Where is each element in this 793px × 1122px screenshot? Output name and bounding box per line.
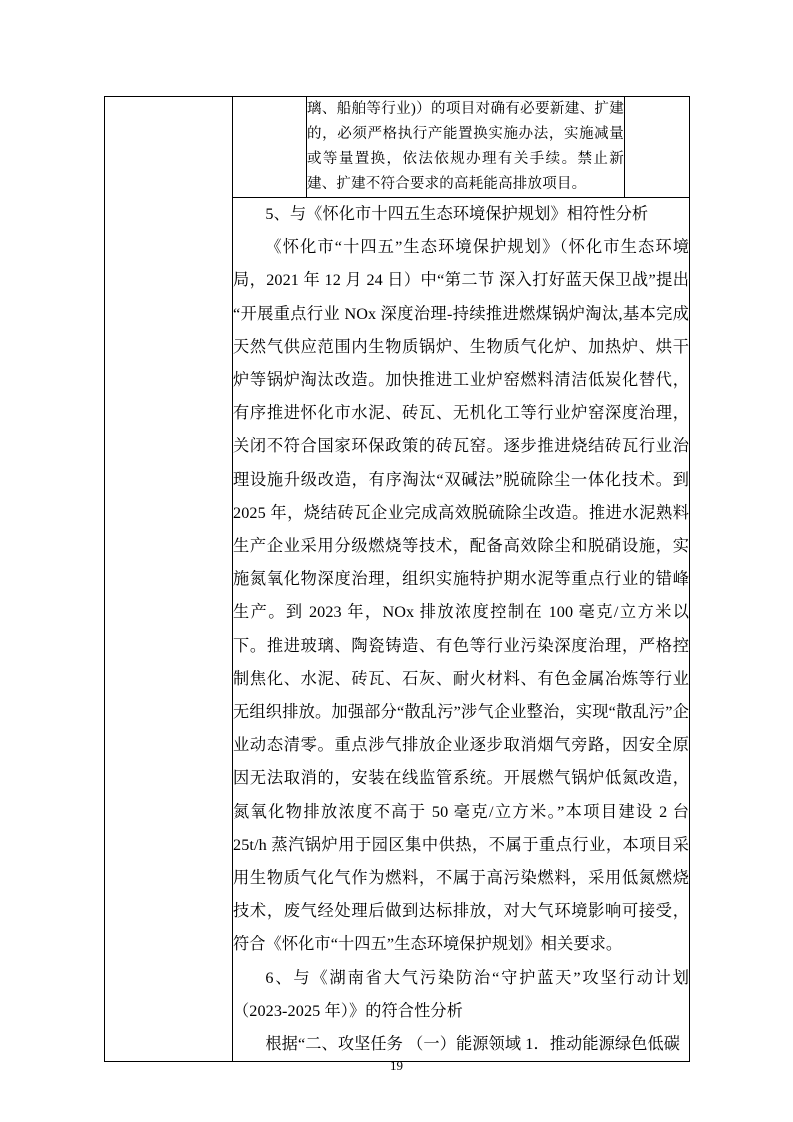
table-row <box>105 97 690 198</box>
paragraph-analysis-5: 《怀化市“十四五”生态环境保护规划》（怀化市生态环境局，2021 年 12 月 24 日）中“第二节 深入打好蓝天保卫战”提出“开展重点行业 NOx 深度治理-持续推进燃煤锅炉淘汰,基本完成天然气供应范围内生物质锅炉、生物质气化炉、加热炉、烘干炉等锅炉淘汰改造。加快推进工业炉窑燃料清洁低炭化替代，有序推进怀化市水泥、砖瓦、无机化工等行业炉窑深度治理，关闭不符合国家环保政策的砖瓦窑。逐步推进烧结砖瓦行业治理设施升级改造，有序淘汰“双碱法”脱硫除尘一体化技术。到 2025 年，烧结砖瓦企业完成高效脱硫除尘改造。推进水泥熟料生产企业采用分级燃烧等技术，配备高效除尘和脱硝设施，实施氮氧化物深度治理，组织实施特护期水泥等重点行业的错峰生产。到 2023 年，NOx 排放浓度控制在 100 毫克/立方米以下。推进玻璃、陶瓷铸造、有色等行业污染深度治理，严格控制焦化、水泥、砖瓦、石灰、耐火材料、有色金属冶炼等行业无组织排放。加强部分“散乱污”涉气企业整治，实现“散乱污”企业动态清零。重点涉气排放企业逐步取消烟气旁路，因安全原因无法取消的，安装在线监管系统。开展燃气锅炉低氮改造，氮氧化物排放浓度不高于 50 毫克/立方米。”本项目建设 2 台 25t/h 蒸汽锅炉用于园区集中供热，不属于重点行业，本项目采用生物质气化气作为燃料，不属于高污染燃料，采用低氮燃烧技术，废气经处理后做到达标排放，对大气环境影响可接受，符合《怀化市“十四五”生态环境保护规划》相关要求。 <box>233 238 689 954</box>
table-cell-fragment <box>307 97 625 198</box>
paragraph-heading-5: 5、与《怀化市十四五生态环境保护规划》相符性分析 <box>265 205 649 223</box>
content-table <box>104 96 690 1062</box>
fragment-text: 璃、船舶等行业)）的项目对确有必要新建、扩建的，必须严格执行产能置换实施办法，实施减量或等量置换，依法依规办理有关手续。禁止新建、扩建不符合要求的高耗能高排放项目。 <box>307 101 624 192</box>
table-cell-left-blank <box>105 97 233 1062</box>
paragraph-analysis-6: 根据“二、攻坚任务 （一）能源领域 1．推动能源绿色低碳 <box>265 1035 681 1054</box>
table-cell-second-blank <box>233 97 307 198</box>
page-number: 19 <box>390 1058 403 1073</box>
table-cell-body <box>233 198 690 1062</box>
paragraph-heading-6: 6、与《湖南省大气污染防治“守护蓝天”攻坚行动计划（2023-2025 年）》的符合性分析 <box>233 968 689 1020</box>
table-cell-right-blank <box>625 97 690 198</box>
